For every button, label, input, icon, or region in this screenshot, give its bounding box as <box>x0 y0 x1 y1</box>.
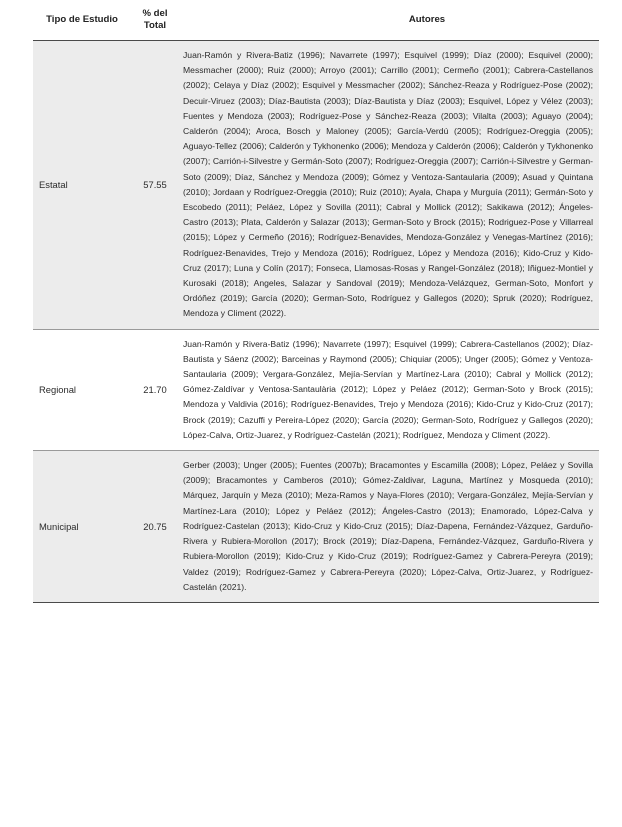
row-pct: 21.70 <box>131 329 179 450</box>
table-row <box>33 41 599 330</box>
header-tipo: Tipo de Estudio <box>33 0 131 41</box>
row-tipo: Municipal <box>33 451 131 603</box>
row-pct: 20.75 <box>131 451 179 603</box>
row-autores: Juan-Ramón y Rivera-Batiz (1996); Navarrete (1997); Esquivel (1999); Díaz (2000); Esquivel (2000); Messmacher (2000); Ruiz (2000); Arroyo (2001); Carrillo (2001); Cermeño (2001); Cabrera-Castellanos (2002); Celaya y Díaz (2002); Esquivel y Messmacher (2002); Sánchez-Reaza y Rodríguez-Pose (2002); Decuir-Viruez (2003); Díaz-Bautista (2003); Díaz-Bautista y Díaz (2003); Esquivel, López y Vélez (2003); Fuentes y Mendoza (2003); Rodríguez-Pose y Sánchez-Reaza (2003); Vilalta (2003); Aguayo (2004); Calderón (2004); Aroca, Bosch y Maloney (2005); García-Verdú (2005); Rodríguez-Oreggia (2005); Aguayo-Tellez (2006); Calderón y Tykhonenko (2006); Mendoza y Calderón (2006); Calderón y Tykhonenko (2007); Carrión-i-Silvestre y Germán-Soto (2007); Rodríguez-Oreggia (2007); Carrión-i-Silvestre y German-Soto (2009); Díaz, Sánchez y Mendoza (2009); Gómez y Ventoza-Santaularia (2009); Asuad y Quintana (2010); Jordaan y Rodríguez-Oreggia (2010); Ruiz (2010); Ayala, Chapa y Murguía (2011); Germán-Soto y Escobedo (2011); Peláez, López y Sovilla (2011); Cabral y Mollick (2012); Sakikawa (2012); Ángeles-Castro (2013); Plata, Calderón y Salazar (2013); German-Soto y Brock (2015); Rodriguez-Pose y Villarreal (2015); López y Cermeño (2016); Rodríguez-Benavides, Mendoza-González y Venegas-Martínez (2016); Rodríguez-Benavides, Trejo y Mendoza (2016); Rodríguez, López y Mendoza (2016); Kido-Cruz y Kido-Cruz (2017); Luna y Colín (2017); Fonseca, Llamosas-Rosas y Rangel-González (2018); Iñiguez-Montiel y Kurosaki (2018); Angeles, Salazar y Sandoval (2019); Mendoza-Velázquez, German-Soto, Monfort y Ordóñez (2019); García (2020); German-Soto, Rodríguez y Gallegos (2020); Spruk (2020); Rodríguez, Mendoza y Climent (2022). <box>179 41 599 330</box>
row-tipo: Regional <box>33 329 131 450</box>
row-autores: Gerber (2003); Unger (2005); Fuentes (2007b); Bracamontes y Escamilla (2008); López, Peláez y Sovilla (2009); Bracamontes y Camberos (2010); Gómez-Zaldivar, Laguna, Martínez y Mosqueda (2010); Márquez, Jarquín y Meza (2010); Meza-Ramos y Naya-Flores (2010); Vergara-González, Mejía-Servían y Martínez-Lara (2010); López y Peláez (2012); Ángeles-Castro (2013); Enamorado, López-Calva y Rodríguez-Castelan (2013); Kido-Cruz y Kido-Cruz (2015); Díaz-Dapena, Fernández-Vázquez, Garduño-Rivera y Rubiera-Morollon (2017); Brock (2019); Díaz-Dapena, Fernández-Vázquez, Garduño-Rivera y Rubiera-Morollon (2019); Kido-Cruz y Kido-Cruz (2019); Rodríguez-Gamez y Cabrera-Pereyra (2019); Valdez (2019); Rodríguez-Gamez y Cabrera-Pereyra (2020); López-Calva, Ortiz-Juarez, y Rodríguez-Castelán (2021). <box>179 451 599 603</box>
header-pct: % del Total <box>131 0 179 41</box>
table-row <box>33 451 599 603</box>
header-autores: Autores <box>179 0 599 41</box>
authors-table <box>33 0 599 603</box>
row-pct: 57.55 <box>131 41 179 330</box>
row-autores: Juan-Ramón y Rivera-Batiz (1996); Navarrete (1997); Esquivel (1999); Cabrera-Castellanos (2002); Díaz-Bautista y Sáenz (2002); Barceinas y Raymond (2005); Chiquiar (2005); Unger (2005); Gómez y Ventoza-Santaularia (2009); Vergara-González, Mejía-Servían y Martínez-Lara (2010); Cabral y Mollick (2012); Gómez-Zaldívar y Ventosa-Santaulària (2012); López y Peláez (2012); German-Soto y Brock (2015); Mendoza y Valdivia (2016); Rodríguez-Benavides, Trejo y Mendoza (2016); Kido-Cruz y Kido-Cruz (2017); Brock (2019); Cazuffi y Pereira-López (2020); García (2020); German-Soto, Rodríguez y Gallegos (2020); López-Calva, Ortiz-Juarez, y Rodríguez-Castelán (2021); Rodríguez, Mendoza y Climent (2022). <box>179 329 599 450</box>
header-row <box>33 0 599 41</box>
table-row <box>33 329 599 450</box>
row-tipo: Estatal <box>33 41 131 330</box>
